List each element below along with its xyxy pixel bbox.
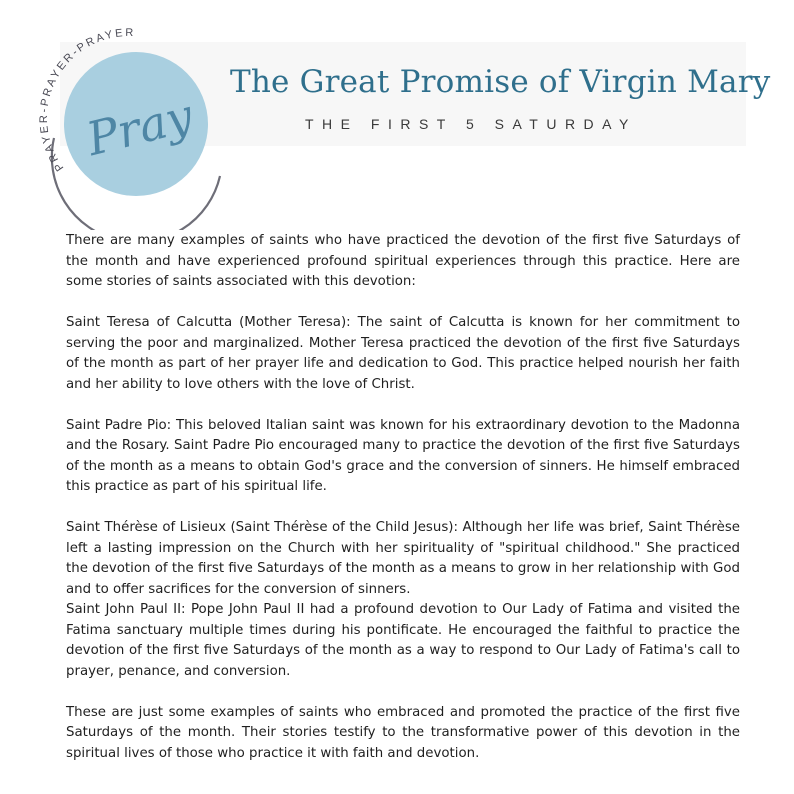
paragraph-mother-teresa: Saint Teresa of Calcutta (Mother Teresa): The saint of Calcutta is known for her commitment to serving the poor and marginalized. Mother Teresa practiced the devotion of the first five Saturdays of the month as part of her prayer life and dedication to God. This practice helped nourish her faith and her ability to love others with the love of Christ. bbox=[66, 315, 740, 392]
paragraph-intro: There are many examples of saints who have practiced the devotion of the first five Saturdays of the month and have experienced profound spiritual experiences through this practice. Here are some stories of saints associated with this devotion: bbox=[66, 233, 740, 289]
page-title: The Great Promise of Virgin Mary bbox=[230, 64, 771, 100]
page-subtitle: THE FIRST 5 SATURDAY bbox=[305, 116, 637, 132]
logo-ring-text: PRAYER-PRAYER-PRAYER bbox=[38, 26, 136, 174]
logo-script-text: Pray bbox=[81, 88, 198, 167]
pray-logo bbox=[26, 26, 230, 230]
article-body bbox=[66, 231, 740, 764]
paragraph-john-paul: Saint John Paul II: Pope John Paul II had a profound devotion to Our Lady of Fatima and visited the Fatima sanctuary multiple times during his pontificate. He encouraged the faithful to practice the devotion of the first five Saturdays of the month as a way to respond to Our Lady of Fatima's call to prayer, penance, and conversion. bbox=[66, 602, 740, 679]
paragraph-therese: Saint Thérèse of Lisieux (Saint Thérèse of the Child Jesus): Although her life was brief, Saint Thérèse left a lasting impression on the Church with her spirituality of "spiritual childhood." She practiced the devotion of the first five Saturdays of the month as a means to grow in her relationship with God and to offer sacrifices for the conversion of sinners. bbox=[66, 520, 740, 597]
paragraph-padre-pio: Saint Padre Pio: This beloved Italian saint was known for his extraordinary devotion to the Madonna and the Rosary. Saint Padre Pio encouraged many to practice the devotion of the first five Saturdays of the month as a means to obtain God's grace and the conversion of sinners. He himself embraced this practice as part of his spiritual life. bbox=[66, 417, 740, 494]
paragraph-conclusion: These are just some examples of saints who embraced and promoted the practice of the first five Saturdays of the month. Their stories testify to the transformative power of this devotion in the spiritual lives of those who practice it with faith and devotion. bbox=[66, 704, 740, 761]
